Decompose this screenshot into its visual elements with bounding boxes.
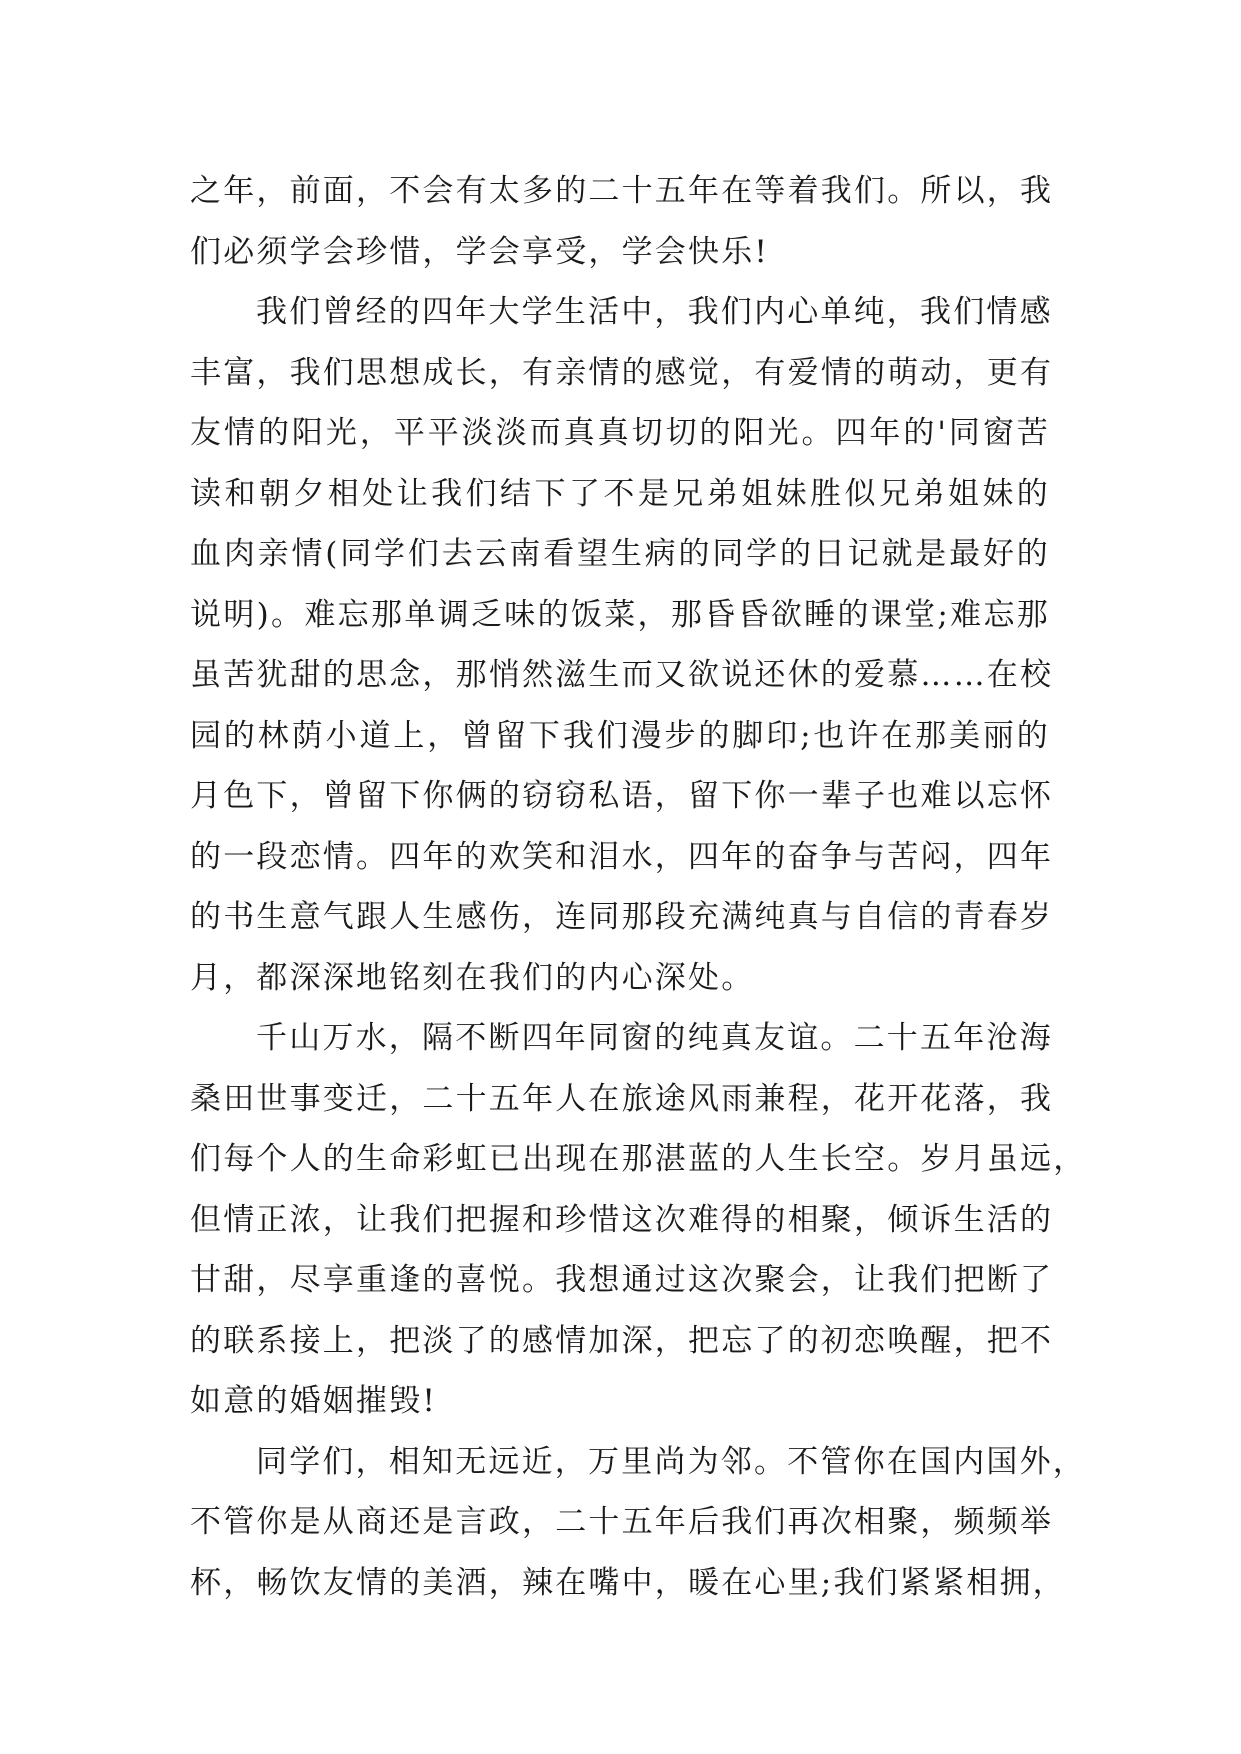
text-line: 同学们，相知无远近，万里尚为邻。不管你在国内国外， bbox=[256, 1443, 1086, 1480]
text-line: 杯，畅饮友情的美酒，辣在嘴中，暖在心里;我们紧紧相拥， bbox=[190, 1564, 1066, 1601]
text-line: 的书生意气跟人生感伤，连同那段充满纯真与自信的青春岁 bbox=[190, 899, 1054, 935]
text-line: 我们曾经的四年大学生活中，我们内心单纯，我们情感 bbox=[256, 294, 1053, 330]
text-line: 的一段恋情。四年的欢笑和泪水，四年的奋争与苦闷，四年 bbox=[190, 838, 1054, 875]
text-line: 但情正浓，让我们把握和珍惜这次难得的相聚，倾诉生活的 bbox=[190, 1201, 1054, 1238]
text-line: 千山万水，隔不断四年同窗的纯真友谊。二十五年沧海 bbox=[256, 1020, 1053, 1056]
text-line: 丰富，我们思想成长，有亲情的感觉，有爱情的萌动，更有 bbox=[190, 354, 1054, 391]
text-line: 虽苦犹甜的思念，那悄然滋生而又欲说还休的爱慕……在校 bbox=[190, 657, 1054, 693]
text-line: 月色下，曾留下你俩的窃窃私语，留下你一辈子也难以忘怀 bbox=[190, 778, 1054, 814]
text-line: 们必须学会珍惜，学会享受，学会快乐! bbox=[190, 233, 770, 270]
paragraph-1 bbox=[190, 161, 1054, 282]
text-line: 之年，前面，不会有太多的二十五年在等着我们。所以，我 bbox=[190, 173, 1054, 209]
body-text bbox=[190, 161, 1087, 1613]
text-line: 说明)。难忘那单调乏味的饭菜，那昏昏欲睡的课堂;难忘那 bbox=[190, 596, 1050, 633]
text-line: 们每个人的生命彩虹已出现在那湛蓝的人生长空。岁月虽远， bbox=[190, 1141, 1087, 1177]
text-line: 血肉亲情(同学们去云南看望生病的同学的日记就是最好的 bbox=[190, 536, 1050, 572]
text-line: 的联系接上，把淡了的感情加深，把忘了的初恋唤醒，把不 bbox=[190, 1322, 1054, 1359]
paragraph-2 bbox=[190, 282, 1054, 1008]
text-line: 不管你是从商还是言政，二十五年后我们再次相聚，频频举 bbox=[190, 1504, 1054, 1540]
text-line: 桑田世事变迁，二十五年人在旅途风雨兼程，花开花落，我 bbox=[190, 1080, 1054, 1117]
paragraph-4 bbox=[190, 1432, 1086, 1614]
text-line: 月，都深深地铭刻在我们的内心深处。 bbox=[190, 959, 755, 996]
text-line: 读和朝夕相处让我们结下了不是兄弟姐妹胜似兄弟姐妹的 bbox=[190, 475, 1050, 512]
text-line: 甘甜，尽享重逢的喜悦。我想通过这次聚会，让我们把断了 bbox=[190, 1262, 1054, 1298]
text-line: 园的林荫小道上，曾留下我们漫步的脚印;也许在那美丽的 bbox=[190, 717, 1050, 754]
text-line: 友情的阳光，平平淡淡而真真切切的阳光。四年的'同窗苦 bbox=[190, 415, 1050, 451]
paragraph-3 bbox=[190, 1008, 1087, 1432]
text-line: 如意的婚姻摧毁! bbox=[190, 1383, 438, 1419]
